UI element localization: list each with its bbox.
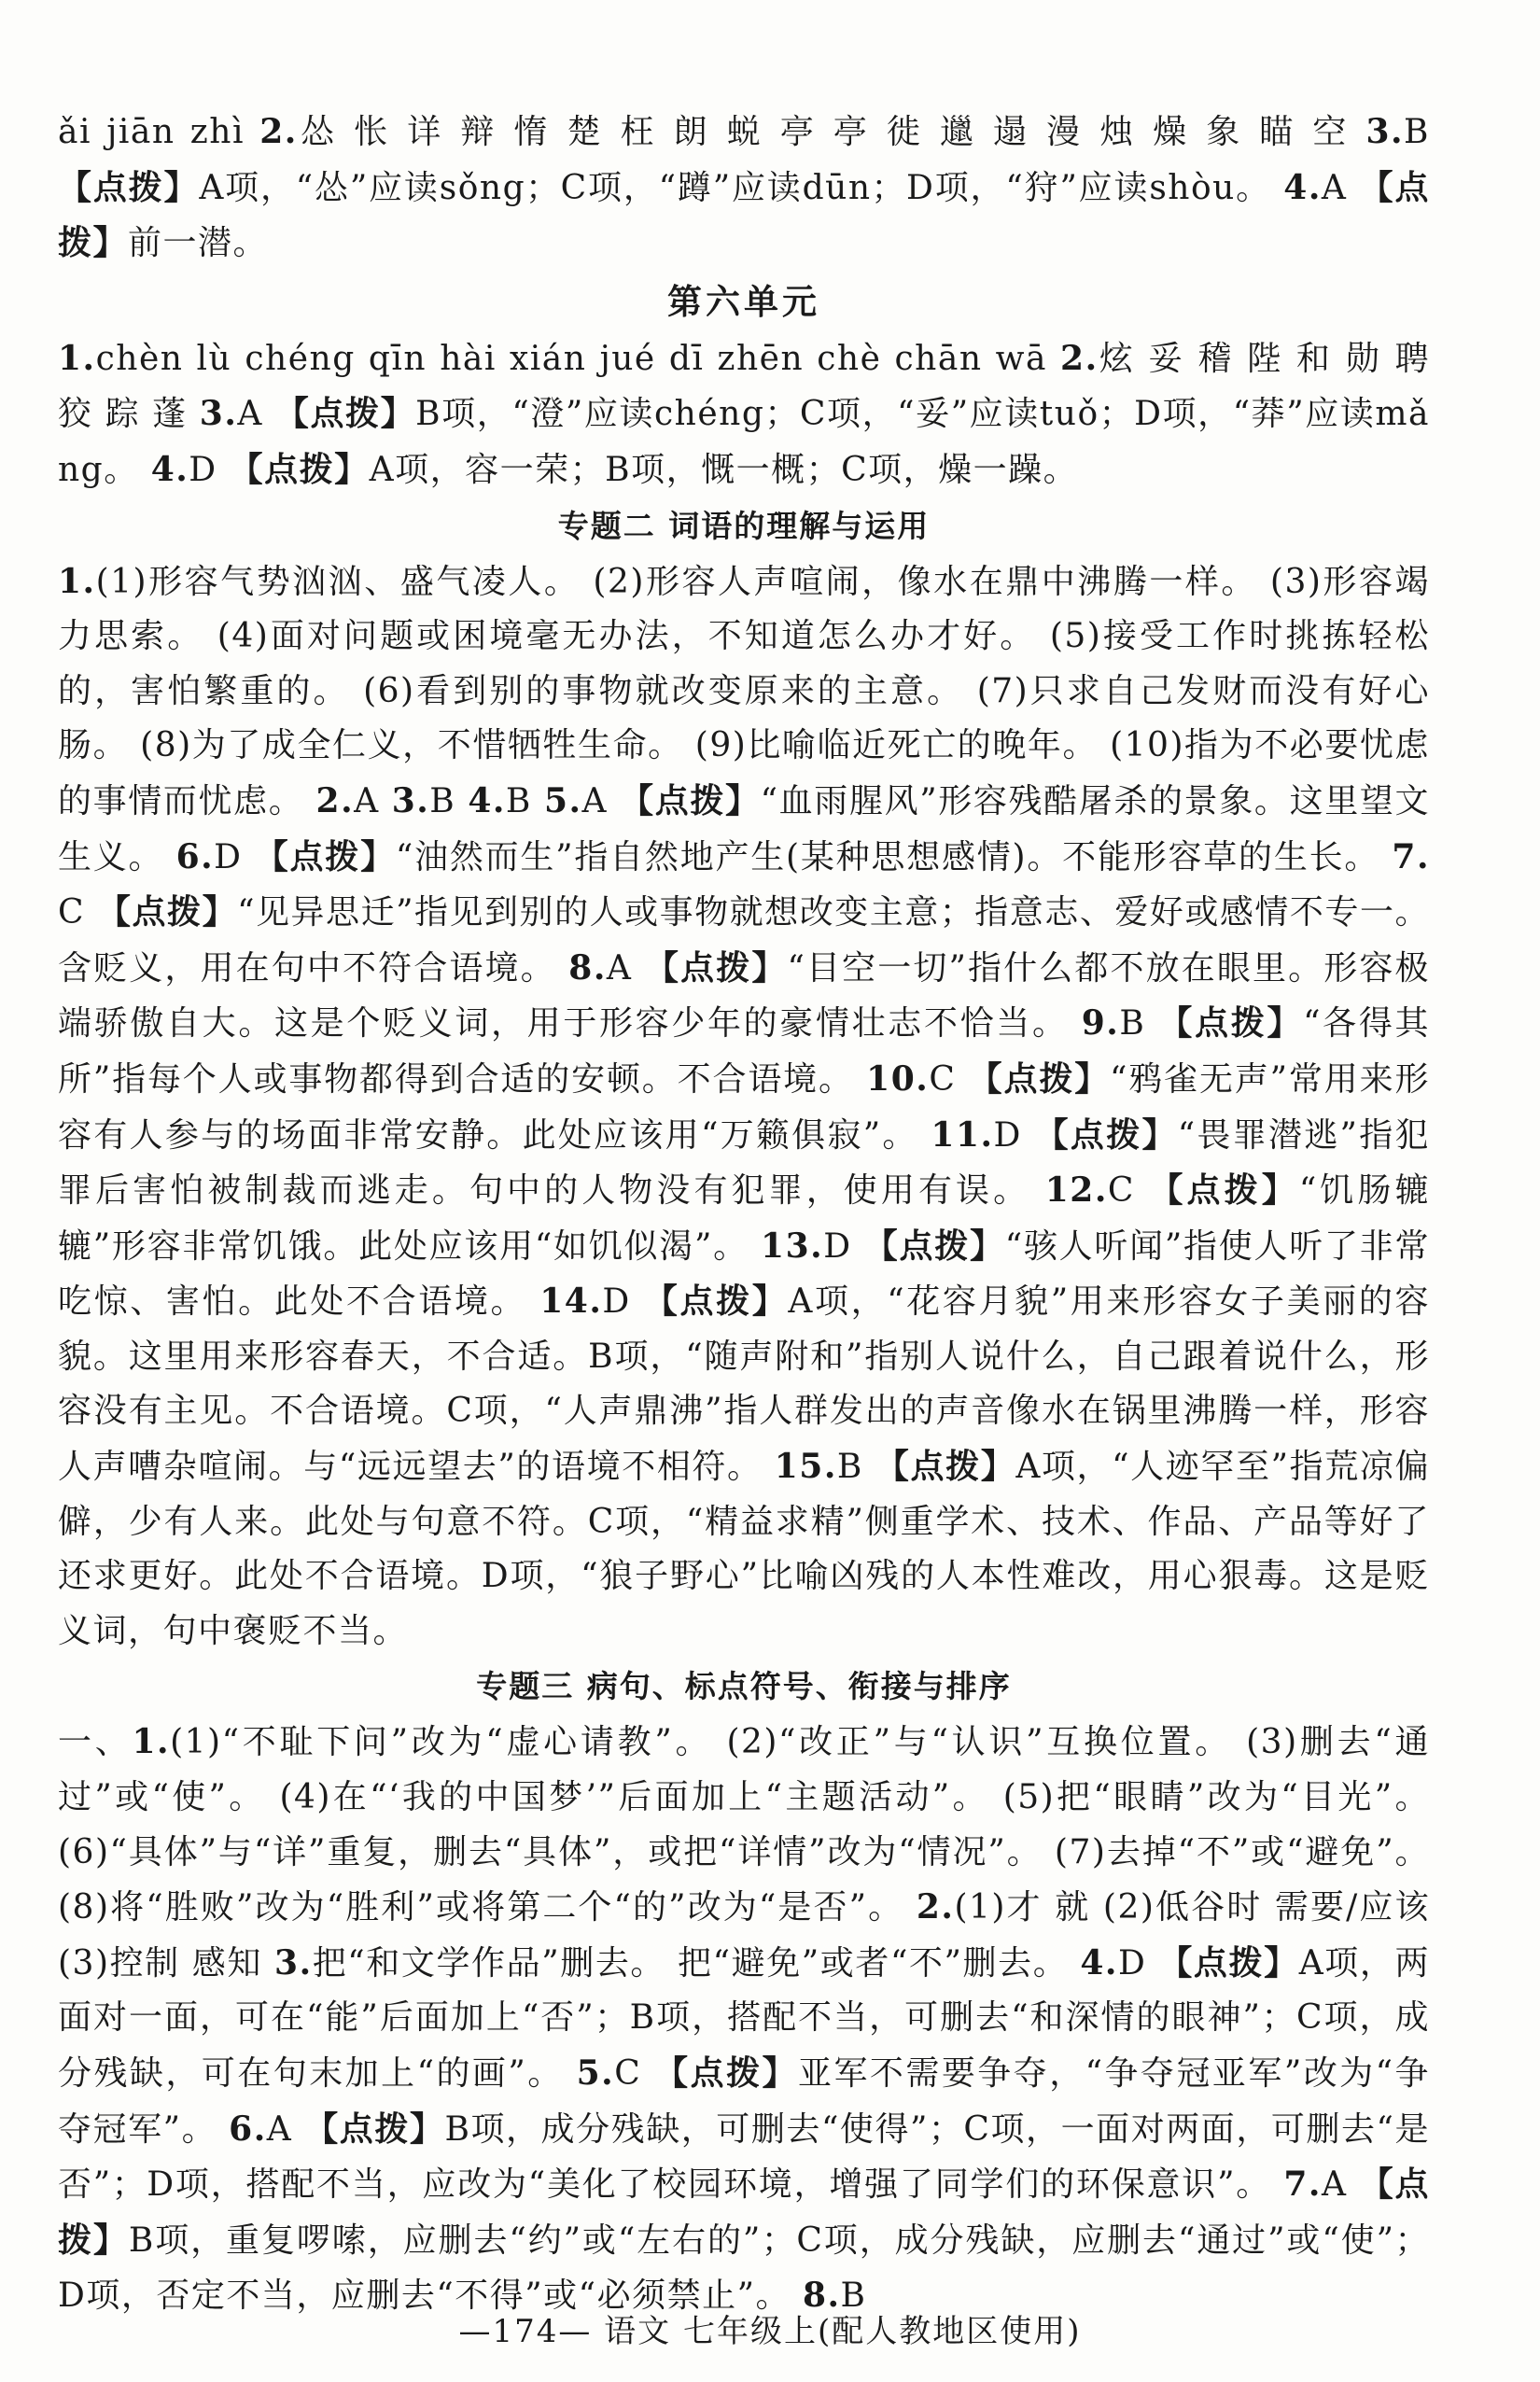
answer-marker: 5. (543, 780, 582, 820)
answer-marker: 【点拨】 (1158, 1942, 1299, 1983)
answer-text: “各得其所”指每个人或事物都得到合适的安顿。不合语境。 (58, 1004, 1430, 1099)
answer-marker: 3. (274, 1942, 313, 1983)
answer-marker: 【点拨】 (274, 394, 416, 434)
answer-text: A (581, 781, 621, 820)
answer-text: D (1117, 1943, 1159, 1983)
answer-marker: 7. (1392, 836, 1430, 876)
answer-marker: 1. (58, 338, 96, 378)
answer-marker: 【点拨】 (58, 2165, 1430, 2260)
answer-text: (1)“不耻下问”改为“虚心请教”。 (2)“改正”与“认识”互换位置。 (3)删去“通过”或“使”。 (4)在“‘我的中国梦’”后面加上“主题活动”。 (5)把“眼睛”改为“目光”。 (6)“具体”与“详”重复，删去“具体”，或把“详情”改为“情况”。 (7)去掉“不”或“避免”。 (8)将“胜败”改为“胜利”或将第二个“的”改为“是否”。 (58, 1723, 1430, 1927)
answer-text: “油然而生”指自然地产生(某种思想感情)。不能形容草的生长。 (395, 837, 1393, 876)
answer-marker: 4. (150, 449, 189, 489)
answer-text: A (606, 948, 645, 988)
answer-marker: 1. (132, 1722, 171, 1762)
answer-marker: 3. (199, 394, 238, 434)
answer-text: 亚军不需要争夺，“争夺冠亚军”改为“争夺冠军”。 (58, 2054, 1430, 2149)
answer-text: B (836, 1448, 875, 1487)
answer-marker: 14. (539, 1282, 603, 1322)
answer-marker: 1. (58, 561, 96, 601)
answer-marker: 2. (315, 780, 355, 820)
answer-text: ǎi jiān zhì (58, 113, 260, 151)
answer-text: D (602, 1282, 644, 1322)
answer-marker: 4. (1283, 167, 1322, 207)
answer-text: B项，成分残缺，可删去“使得”；C项，一面对两面，可删去“是否”；D项，搭配不当，应改为“美化了校园环境，增强了同学们的环保意识”。 (58, 2109, 1430, 2205)
answer-text: “血雨腥风”形容残酷屠杀的景象。这里望文生义。 (58, 781, 1430, 876)
answer-marker: 10. (866, 1058, 930, 1099)
answer-marker: 8. (568, 947, 607, 988)
answer-paragraph (58, 331, 1430, 498)
answer-marker: 【点拨】 (229, 449, 370, 489)
answer-marker: 【点拨】 (654, 2053, 798, 2093)
answer-text: “畏罪潜逃”指犯罪后害怕被制裁而逃走。句中的人物没有犯罪，使用有误。 (58, 1115, 1430, 1211)
answer-text: A项，“怂”应读sǒng；C项，“蹲”应读dūn；D项，“狩”应读shòu。 (199, 168, 1284, 207)
section-title: 专题三 病句、标点符号、衔接与排序 (476, 1668, 1012, 1705)
answer-marker: 【点拨】 (643, 1282, 789, 1322)
answer-text: D (823, 1226, 864, 1266)
page-footer: —174— 语文 七年级上(配人教地区使用) (458, 2313, 1082, 2350)
answer-text: D (214, 837, 255, 876)
answer-text: A (1321, 2165, 1360, 2205)
answer-text: “饥肠辘辘”形容非常饥饿。此处应该用“如饥似渴”。 (58, 1171, 1430, 1266)
answer-text: 把“和文学作品”删去。 把“避免”或者“不”删去。 (312, 1943, 1081, 1983)
answer-text: C (929, 1059, 969, 1099)
answer-marker: 【点拨】 (644, 947, 788, 988)
answer-marker: 12. (1044, 1170, 1108, 1211)
answer-marker: 【点拨】 (58, 167, 1430, 263)
answer-text: 一、 (58, 1723, 133, 1762)
section-title: 专题二 词语的理解与运用 (557, 507, 931, 544)
answer-marker: 【点拨】 (254, 836, 396, 876)
answer-paragraph (58, 1715, 1430, 2324)
answer-text: “见异思迁”指见到别的人或事物就想改变主意；指意志、爱好或感情不专一。含贬义，用在句中不符合语境。 (58, 893, 1430, 988)
answer-text: 炫 妥 稽 陛 和 勋 聘 狡 踪 蓬 (58, 339, 1430, 434)
answer-text: B项，“澄”应读chéng；C项，“妥”应读tuǒ；D项，“莽”应读mǎng。 (58, 395, 1430, 489)
answer-text: “鸦雀无声”常用来形容有人参与的场面非常安静。此处应该用“万籁俱寂”。 (58, 1059, 1430, 1155)
answer-marker: 4. (1080, 1942, 1118, 1983)
answer-marker: 3. (1365, 112, 1405, 151)
answer-text: (1)形容气势汹汹、盛气凌人。 (2)形容人声喧闹，像水在鼎中沸腾一样。 (3)形容竭力思索。 (4)面对问题或困境毫无办法，不知道怎么办才好。 (5)接受工作时挑拣轻松的，害怕繁重的。 (6)看到别的事物就改变原来的主意。 (7)只求自己发财而没有好心肠。 (8)为了成全仁义，不惜牺牲生命。 (9)比喻临近死亡的晚年。 (10)指为不必要忧虑的事情而忧虑。 (58, 562, 1430, 820)
answer-text: B项，重复啰嗦，应删去“约”或“左右的”；C项，成分残缺，应删去“通过”或“使”；D项，否定不当，应删去“不得”或“必须禁止”。 (58, 2221, 1430, 2316)
answer-marker: 【点拨】 (97, 892, 238, 932)
answer-text: chèn lù chéng qīn hài xián jué dī zhēn chè chān wā (95, 339, 1061, 378)
answer-text: D (189, 450, 230, 489)
answer-text: A项，“人迹罕至”指荒凉偏僻，少有人来。此处与句意不符。C项，“精益求精”侧重学术、技术、作品、产品等好了还求更好。此处不合语境。D项，“狼子野心”比喻凶残的人本性难改，用心狠毒。这是贬义词，句中褒贬不当。 (58, 1448, 1430, 1650)
answer-marker: 2. (1060, 338, 1099, 378)
answer-marker: 11. (931, 1114, 994, 1155)
answer-text: B (1119, 1004, 1159, 1044)
answer-text: “骇人听闻”指使人听了非常吃惊、害怕。此处不合语境。 (58, 1226, 1430, 1322)
answer-text: A (237, 395, 275, 434)
answer-text: C (58, 893, 98, 932)
answer-marker: 2. (916, 1887, 955, 1927)
answer-text: B (840, 2277, 867, 2316)
answer-marker: 【点拨】 (304, 2109, 445, 2149)
answer-text: D (993, 1115, 1035, 1155)
answer-text: (1)才 就 (2)低谷时 需要/应该 (3)控制 感知 (58, 1888, 1430, 1983)
answer-text: B (429, 781, 469, 820)
answer-text: 怂 怅 详 辩 惰 楚 枉 朗 蜕 亭 亭 徙 邋 遢 漫 烛 燥 象 瞄 空 (297, 113, 1366, 151)
answer-paragraph (58, 105, 1430, 272)
answer-marker: 【点拨】 (875, 1447, 1016, 1487)
answer-marker: 9. (1081, 1003, 1120, 1044)
unit-title: 第六单元 (667, 280, 820, 322)
answer-marker: 【点拨】 (863, 1226, 1005, 1266)
answer-text: A (354, 781, 392, 820)
answer-text: C (614, 2054, 655, 2093)
answer-marker: 【点拨】 (58, 167, 200, 207)
answer-marker: 5. (576, 2053, 615, 2093)
answer-text: A项，两面对一面，可在“能”后面加上“否”；B项，搭配不当，可删去“和深情的眼神”；C项，成分残缺，可在句末加上“的画”。 (58, 1943, 1430, 2093)
answer-marker: 15. (774, 1447, 837, 1487)
answer-text: A项，“花容月貌”用来形容女子美丽的容貌。这里用来形容春天，不合适。B项，“随声附和”指别人说什么，自己跟着说什么，形容没有主见。不合语境。C项，“人声鼎沸”指人群发出的声音像水在锅里沸腾一样，形容人声嘈杂喧闹。与“远远望去”的语境不相符。 (58, 1282, 1430, 1487)
answer-marker: 8. (802, 2276, 841, 2316)
answer-content (58, 105, 1430, 2324)
answer-marker: 7. (1283, 2165, 1322, 2205)
answer-marker: 4. (468, 780, 506, 820)
answer-marker: 6. (229, 2109, 267, 2149)
answer-marker: 13. (761, 1226, 824, 1266)
answer-marker: 【点拨】 (1158, 1003, 1304, 1044)
answer-text: A项，容一荣；B项，慨一概；C项，燥一躁。 (369, 450, 1079, 489)
answer-text: 前一潜。 (128, 224, 269, 263)
answer-marker: 【点拨】 (968, 1058, 1111, 1099)
answer-marker: 6. (175, 836, 215, 876)
answer-text: B (1404, 113, 1430, 151)
answer-marker: 【点拨】 (620, 780, 761, 820)
answer-marker: 3. (391, 780, 430, 820)
answer-text: C (1107, 1171, 1150, 1211)
answer-marker: 2. (259, 112, 298, 151)
answer-text: B (505, 781, 544, 820)
answer-marker: 【点拨】 (1149, 1170, 1299, 1211)
answer-paragraph (58, 554, 1430, 1660)
answer-text: A (266, 2109, 305, 2149)
answer-text: “目空一切”指什么都不放在眼里。形容极端骄傲自大。这是个贬义词，用于形容少年的豪情壮志不恰当。 (58, 948, 1430, 1044)
answer-marker: 【点拨】 (1034, 1114, 1178, 1155)
answer-text: A (1321, 168, 1360, 207)
